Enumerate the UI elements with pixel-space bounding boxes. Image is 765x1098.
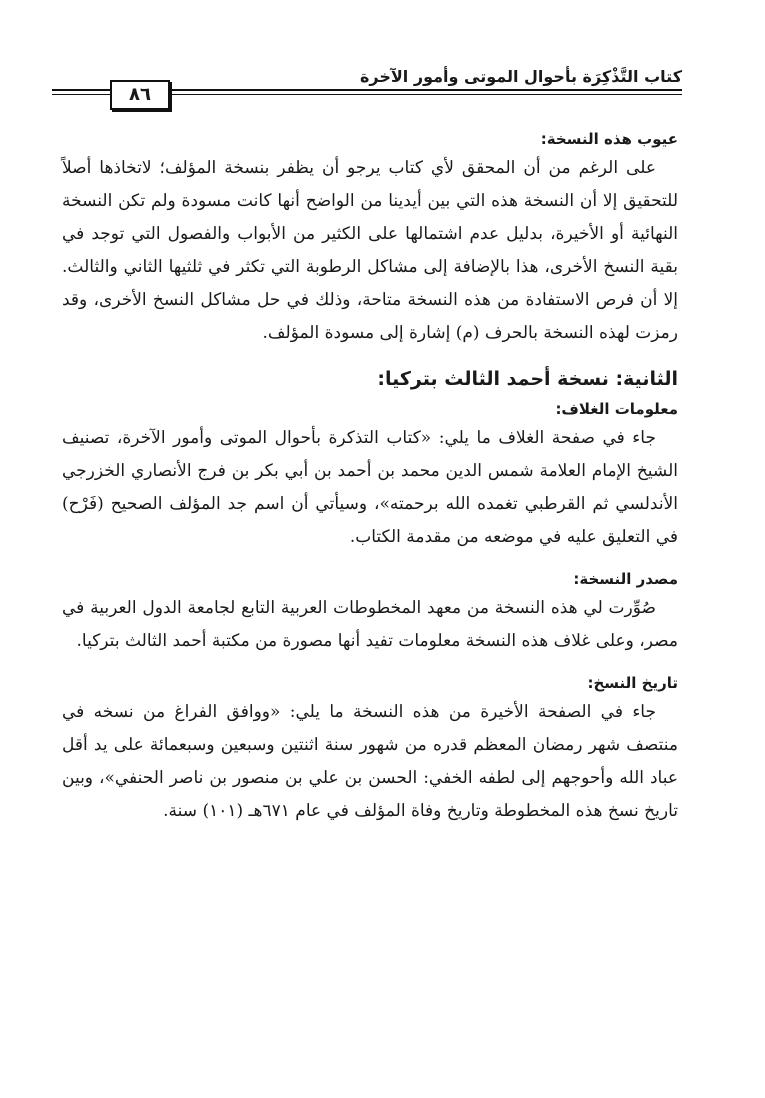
defects-paragraph: على الرغم من أن المحقق لأي كتاب يرجو أن يظفر بنسخة المؤلف؛ لاتخاذها أصلاً للتحقيق إلا أن النسخة هذه التي بين أيدينا من الواضح أنها كانت مسودة ولم تكن النسخة النهائية أو الأخيرة، بدليل عدم اشتمالها على الكثير من الأبواب والفصول التي توجد في بقية النسخ الأخرى، هذا بالإضافة إلى مشاكل الرطوبة التي تكثر في ثلثيها الثاني والثالث. إلا أن فرص الاستفادة من هذه النسخة متاحة، وذلك في حل مشاكل النسخ الأخرى، وقد رمزت لهذه النسخة بالحرف (م) إشارة إلى مسودة المؤلف. (62, 158, 678, 343)
copy-date-paragraph: جاء في الصفحة الأخيرة من هذه النسخة ما يلي: «ووافق الفراغ من نسخه في منتصف شهر رمضان المعظم قدره من شهور سنة اثنتين وسبعين وسبعمائة على يد أقل عباد الله وأحوجهم إلى لطفه الخفي: الحسن بن علي بن منصور بن ناصر الحنفي»، وبين تاريخ نسخ هذه المخطوطة وتاريخ وفاة المؤلف في عام ٦٧١هـ (١٠١) سنة. (62, 702, 678, 821)
copy-source-heading: مصدر النسخة: (573, 570, 678, 588)
book-title: كتاب التَّذْكِرَة بأحوال الموتى وأمور الآخرة (359, 67, 682, 86)
cover-info-heading: معلومات الغلاف: (555, 400, 678, 418)
copy-source-paragraph: صُوِّرت لي هذه النسخة من معهد المخطوطات العربية التابع لجامعة الدول العربية في مصر، وعلى غلاف هذه النسخة معلومات تفيد أنها مصورة من مكتبة أحمد الثالث بتركيا. (62, 598, 678, 651)
running-header (52, 66, 682, 106)
page-body (62, 128, 678, 828)
second-copy-title: الثانية: نسخة أحمد الثالث بتركيا: (377, 368, 678, 390)
page-number: ٨٦ (110, 80, 170, 110)
copy-date-heading: تاريخ النسخ: (587, 674, 678, 692)
defects-heading: عيوب هذه النسخة: (540, 130, 678, 148)
cover-info-paragraph: جاء في صفحة الغلاف ما يلي: «كتاب التذكرة بأحوال الموتى وأمور الآخرة، تصنيف الشيخ الإمام العلامة شمس الدين محمد بن أحمد بن أبي بكر بن فرج الأنصاري الخزرجي الأندلسي ثم القرطبي تغمده الله برحمته»، وسيأتي أن اسم جد المؤلف الصحيح (فَرْح) في التعليق عليه في موضعه من مقدمة الكتاب. (62, 428, 678, 547)
